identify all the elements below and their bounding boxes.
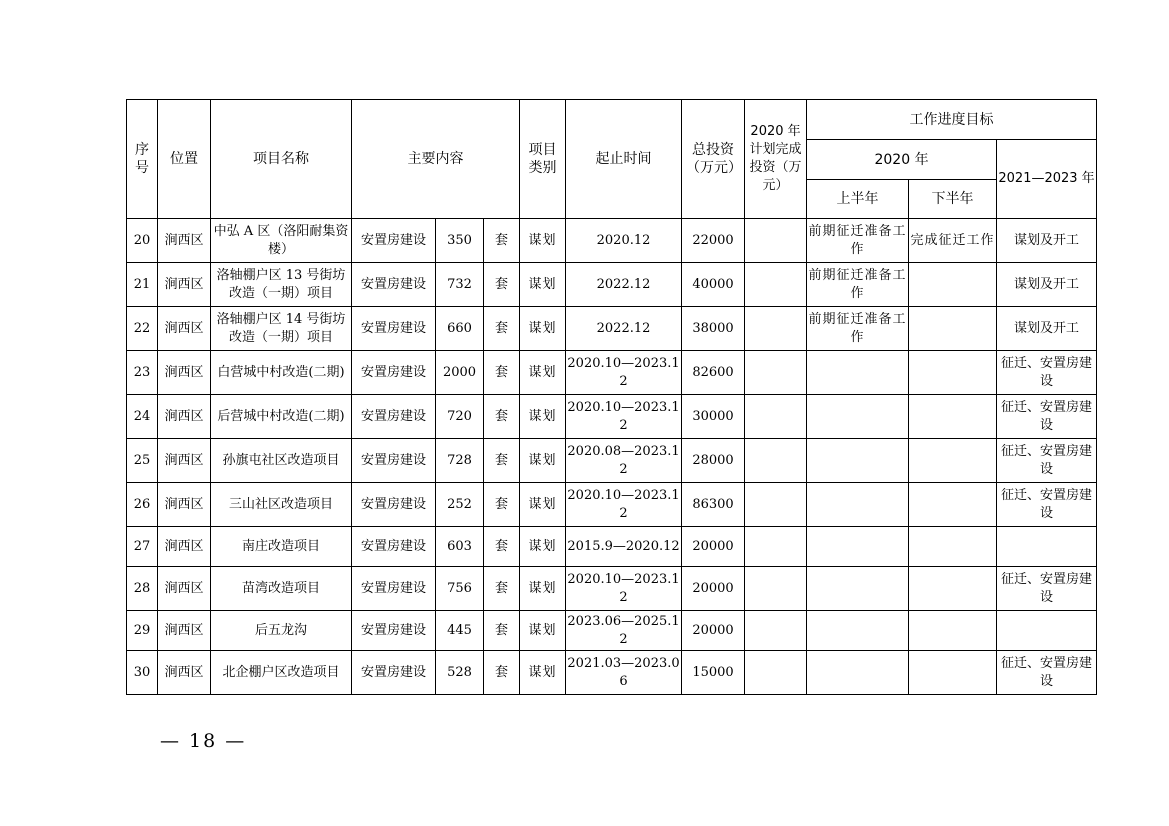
cell-quantity: 528 xyxy=(436,651,484,695)
cell-location: 涧西区 xyxy=(158,567,211,611)
cell-2021-2023 xyxy=(997,527,1097,567)
cell-total-investment: 40000 xyxy=(682,263,745,307)
table-row xyxy=(127,611,1097,651)
cell-first-half xyxy=(807,527,909,567)
cell-unit: 套 xyxy=(484,219,520,263)
cell-unit: 套 xyxy=(484,483,520,527)
cell-quantity: 756 xyxy=(436,567,484,611)
cell-unit: 套 xyxy=(484,567,520,611)
table-header xyxy=(127,100,1097,219)
table-body xyxy=(127,219,1097,695)
cell-2021-2023: 征迁、安置房建设 xyxy=(997,439,1097,483)
cell-unit: 套 xyxy=(484,395,520,439)
cell-quantity: 2000 xyxy=(436,351,484,395)
cell-planned-2020 xyxy=(745,483,807,527)
cell-seq: 25 xyxy=(127,439,158,483)
cell-first-half xyxy=(807,395,909,439)
cell-category: 谋划 xyxy=(520,651,566,695)
cell-project-name: 洛轴棚户区 13 号街坊改造（一期）项目 xyxy=(211,263,352,307)
cell-period: 2021.03—2023.06 xyxy=(566,651,682,695)
cell-first-half: 前期征迁准备工作 xyxy=(807,263,909,307)
cell-location: 涧西区 xyxy=(158,395,211,439)
cell-planned-2020 xyxy=(745,307,807,351)
cell-quantity: 720 xyxy=(436,395,484,439)
cell-content: 安置房建设 xyxy=(352,439,436,483)
cell-period: 2020.10—2023.12 xyxy=(566,567,682,611)
cell-quantity: 445 xyxy=(436,611,484,651)
cell-2021-2023: 征迁、安置房建设 xyxy=(997,483,1097,527)
cell-content: 安置房建设 xyxy=(352,219,436,263)
cell-second-half xyxy=(909,611,997,651)
table-row xyxy=(127,263,1097,307)
cell-total-investment: 20000 xyxy=(682,567,745,611)
cell-project-name: 中弘 A 区（洛阳耐集资楼） xyxy=(211,219,352,263)
cell-category: 谋划 xyxy=(520,567,566,611)
cell-category: 谋划 xyxy=(520,439,566,483)
cell-location: 涧西区 xyxy=(158,351,211,395)
cell-seq: 26 xyxy=(127,483,158,527)
cell-content: 安置房建设 xyxy=(352,567,436,611)
cell-project-name: 孙旗屯社区改造项目 xyxy=(211,439,352,483)
cell-project-name: 南庄改造项目 xyxy=(211,527,352,567)
cell-total-investment: 20000 xyxy=(682,527,745,567)
table-row xyxy=(127,307,1097,351)
cell-project-name: 后五龙沟 xyxy=(211,611,352,651)
cell-period: 2023.06—2025.12 xyxy=(566,611,682,651)
cell-second-half xyxy=(909,651,997,695)
cell-total-investment: 30000 xyxy=(682,395,745,439)
cell-planned-2020 xyxy=(745,439,807,483)
cell-unit: 套 xyxy=(484,651,520,695)
cell-unit: 套 xyxy=(484,351,520,395)
cell-planned-2020 xyxy=(745,219,807,263)
cell-unit: 套 xyxy=(484,439,520,483)
table-row xyxy=(127,483,1097,527)
cell-total-investment: 15000 xyxy=(682,651,745,695)
table-row xyxy=(127,351,1097,395)
col-header-period: 起止时间 xyxy=(566,100,682,219)
cell-period: 2020.12 xyxy=(566,219,682,263)
cell-category: 谋划 xyxy=(520,219,566,263)
cell-2021-2023: 征迁、安置房建设 xyxy=(997,567,1097,611)
cell-content: 安置房建设 xyxy=(352,611,436,651)
cell-seq: 24 xyxy=(127,395,158,439)
cell-category: 谋划 xyxy=(520,395,566,439)
cell-location: 涧西区 xyxy=(158,483,211,527)
cell-period: 2020.10—2023.12 xyxy=(566,351,682,395)
table-row xyxy=(127,439,1097,483)
cell-category: 谋划 xyxy=(520,351,566,395)
cell-planned-2020 xyxy=(745,527,807,567)
cell-project-name: 三山社区改造项目 xyxy=(211,483,352,527)
table-row xyxy=(127,651,1097,695)
table-row xyxy=(127,567,1097,611)
cell-category: 谋划 xyxy=(520,263,566,307)
cell-planned-2020 xyxy=(745,263,807,307)
col-header-progress-goal: 工作进度目标 xyxy=(807,100,1097,140)
cell-project-name: 洛轴棚户区 14 号街坊改造（一期）项目 xyxy=(211,307,352,351)
cell-quantity: 603 xyxy=(436,527,484,567)
cell-period: 2020.10—2023.12 xyxy=(566,395,682,439)
cell-second-half xyxy=(909,351,997,395)
cell-location: 涧西区 xyxy=(158,263,211,307)
cell-second-half xyxy=(909,395,997,439)
cell-planned-2020 xyxy=(745,351,807,395)
cell-second-half xyxy=(909,567,997,611)
cell-quantity: 732 xyxy=(436,263,484,307)
cell-seq: 29 xyxy=(127,611,158,651)
cell-content: 安置房建设 xyxy=(352,483,436,527)
cell-seq: 21 xyxy=(127,263,158,307)
cell-category: 谋划 xyxy=(520,307,566,351)
col-header-first-half: 上半年 xyxy=(807,180,909,219)
cell-seq: 27 xyxy=(127,527,158,567)
table-row xyxy=(127,395,1097,439)
cell-period: 2022.12 xyxy=(566,263,682,307)
cell-first-half xyxy=(807,567,909,611)
cell-2021-2023: 征迁、安置房建设 xyxy=(997,351,1097,395)
cell-seq: 22 xyxy=(127,307,158,351)
cell-first-half xyxy=(807,483,909,527)
col-header-seq: 序号 xyxy=(127,100,158,219)
cell-location: 涧西区 xyxy=(158,527,211,567)
cell-location: 涧西区 xyxy=(158,307,211,351)
col-header-second-half: 下半年 xyxy=(909,180,997,219)
cell-second-half: 完成征迁工作 xyxy=(909,219,997,263)
cell-first-half xyxy=(807,611,909,651)
cell-second-half xyxy=(909,527,997,567)
cell-content: 安置房建设 xyxy=(352,263,436,307)
cell-2021-2023: 谋划及开工 xyxy=(997,263,1097,307)
cell-project-name: 北企棚户区改造项目 xyxy=(211,651,352,695)
cell-seq: 23 xyxy=(127,351,158,395)
col-header-2021-2023: 2021—2023 年 xyxy=(997,140,1097,219)
cell-location: 涧西区 xyxy=(158,611,211,651)
cell-content: 安置房建设 xyxy=(352,395,436,439)
cell-second-half xyxy=(909,483,997,527)
cell-second-half xyxy=(909,439,997,483)
cell-category: 谋划 xyxy=(520,527,566,567)
cell-location: 涧西区 xyxy=(158,651,211,695)
col-header-total-investment: 总投资（万元） xyxy=(682,100,745,219)
cell-period: 2022.12 xyxy=(566,307,682,351)
cell-2021-2023: 谋划及开工 xyxy=(997,307,1097,351)
cell-first-half: 前期征迁准备工作 xyxy=(807,307,909,351)
cell-quantity: 728 xyxy=(436,439,484,483)
cell-period: 2020.08—2023.12 xyxy=(566,439,682,483)
cell-quantity: 252 xyxy=(436,483,484,527)
cell-second-half xyxy=(909,263,997,307)
cell-unit: 套 xyxy=(484,307,520,351)
col-header-planned-2020: 2020 年计划完成投资（万元） xyxy=(745,100,807,219)
cell-first-half xyxy=(807,351,909,395)
cell-content: 安置房建设 xyxy=(352,651,436,695)
table-row xyxy=(127,219,1097,263)
cell-project-name: 白营城中村改造(二期) xyxy=(211,351,352,395)
cell-second-half xyxy=(909,307,997,351)
col-header-location: 位置 xyxy=(158,100,211,219)
cell-total-investment: 86300 xyxy=(682,483,745,527)
cell-2021-2023: 谋划及开工 xyxy=(997,219,1097,263)
cell-location: 涧西区 xyxy=(158,439,211,483)
cell-total-investment: 38000 xyxy=(682,307,745,351)
cell-unit: 套 xyxy=(484,527,520,567)
cell-project-name: 苗湾改造项目 xyxy=(211,567,352,611)
cell-total-investment: 20000 xyxy=(682,611,745,651)
col-header-year-2020: 2020 年 xyxy=(807,140,997,180)
cell-seq: 28 xyxy=(127,567,158,611)
project-table xyxy=(126,99,1097,695)
cell-period: 2015.9—2020.12 xyxy=(566,527,682,567)
cell-quantity: 350 xyxy=(436,219,484,263)
cell-period: 2020.10—2023.12 xyxy=(566,483,682,527)
cell-first-half xyxy=(807,651,909,695)
col-header-main-content: 主要内容 xyxy=(352,100,520,219)
cell-content: 安置房建设 xyxy=(352,307,436,351)
cell-2021-2023: 征迁、安置房建设 xyxy=(997,651,1097,695)
col-header-category: 项目类别 xyxy=(520,100,566,219)
cell-total-investment: 22000 xyxy=(682,219,745,263)
cell-first-half: 前期征迁准备工作 xyxy=(807,219,909,263)
cell-first-half xyxy=(807,439,909,483)
cell-unit: 套 xyxy=(484,611,520,651)
cell-planned-2020 xyxy=(745,651,807,695)
cell-project-name: 后营城中村改造(二期) xyxy=(211,395,352,439)
cell-seq: 20 xyxy=(127,219,158,263)
cell-seq: 30 xyxy=(127,651,158,695)
cell-2021-2023: 征迁、安置房建设 xyxy=(997,395,1097,439)
cell-planned-2020 xyxy=(745,395,807,439)
cell-quantity: 660 xyxy=(436,307,484,351)
cell-content: 安置房建设 xyxy=(352,351,436,395)
table-row xyxy=(127,527,1097,567)
cell-planned-2020 xyxy=(745,567,807,611)
cell-2021-2023 xyxy=(997,611,1097,651)
col-header-project-name: 项目名称 xyxy=(211,100,352,219)
page-number: — 18 — xyxy=(160,730,247,752)
cell-location: 涧西区 xyxy=(158,219,211,263)
cell-category: 谋划 xyxy=(520,483,566,527)
cell-content: 安置房建设 xyxy=(352,527,436,567)
cell-unit: 套 xyxy=(484,263,520,307)
cell-total-investment: 82600 xyxy=(682,351,745,395)
cell-category: 谋划 xyxy=(520,611,566,651)
cell-planned-2020 xyxy=(745,611,807,651)
cell-total-investment: 28000 xyxy=(682,439,745,483)
